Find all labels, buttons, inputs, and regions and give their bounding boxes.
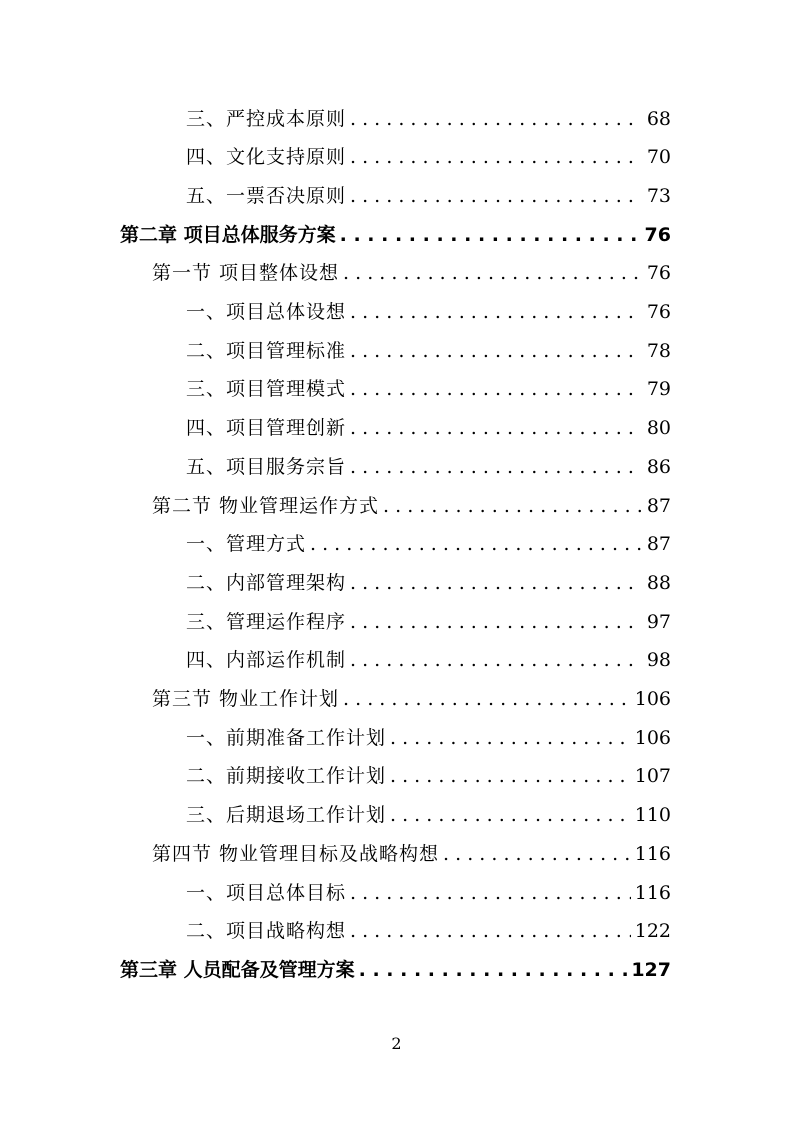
toc-entry-item[interactable] <box>186 371 671 409</box>
toc-entry-item[interactable] <box>186 448 671 486</box>
toc-entry-title: 三、后期退场工作计划 <box>186 804 387 827</box>
toc-entry-item[interactable] <box>186 526 671 564</box>
toc-entry-page-number: 116 <box>634 842 671 865</box>
page-number: 2 <box>391 1034 402 1053</box>
toc-entry-title: 二、项目战略构想 <box>186 920 347 943</box>
toc-entry-item[interactable] <box>186 100 671 138</box>
dot-leader <box>350 922 631 941</box>
toc-entry-page-number: 80 <box>646 417 671 440</box>
toc-entry-item[interactable] <box>186 874 671 912</box>
toc-entry-page-number: 76 <box>646 262 671 285</box>
toc-entry-page-number: 87 <box>646 494 671 517</box>
toc-entry-title: 二、内部管理架构 <box>186 571 347 594</box>
toc-entry-page-number: 68 <box>646 107 671 130</box>
toc-entry-title: 第三节 物业工作计划 <box>152 688 340 710</box>
toc-entry-title: 四、内部运作机制 <box>186 649 347 672</box>
dot-leader <box>350 419 641 438</box>
dot-leader <box>350 613 641 632</box>
toc-entry-page-number: 116 <box>634 881 671 904</box>
toc-entry-title: 第三章 人员配备及管理方案 <box>120 958 355 981</box>
toc-entry-page-number: 122 <box>634 920 671 943</box>
toc-entry-item[interactable] <box>186 642 671 680</box>
toc-entry-item[interactable] <box>186 797 671 835</box>
toc-entry-page-number: 79 <box>646 378 671 401</box>
dot-leader <box>350 303 641 322</box>
dot-leader <box>390 806 631 825</box>
toc-entry-page-number: 106 <box>634 688 671 710</box>
toc-entry-section[interactable] <box>152 255 671 293</box>
toc-entry-item[interactable] <box>186 332 671 370</box>
dot-leader <box>310 535 641 554</box>
toc-entry-title: 四、文化支持原则 <box>186 146 347 169</box>
toc-entry-title: 三、管理运作程序 <box>186 610 347 633</box>
dot-leader <box>350 884 631 903</box>
dot-leader <box>350 187 641 206</box>
toc-entry-title: 三、严控成本原则 <box>186 107 347 130</box>
toc-entry-page-number: 88 <box>646 571 671 594</box>
toc-entry-page-number: 76 <box>644 223 671 246</box>
toc-entry-item[interactable] <box>186 410 671 448</box>
toc-entry-item[interactable] <box>186 564 671 602</box>
dot-leader <box>340 226 641 245</box>
toc-entry-title: 第一节 项目整体设想 <box>152 262 340 285</box>
toc-entry-title: 第二章 项目总体服务方案 <box>120 223 336 246</box>
toc-entry-section[interactable] <box>152 681 671 719</box>
dot-leader <box>350 342 641 361</box>
toc-entry-title: 一、管理方式 <box>186 533 307 556</box>
toc-entry-title: 二、项目管理标准 <box>186 339 347 362</box>
toc-entry-section[interactable] <box>152 487 671 525</box>
toc-entry-item[interactable] <box>186 294 671 332</box>
toc-entry-page-number: 86 <box>646 455 671 478</box>
toc-entry-title: 三、项目管理模式 <box>186 378 347 401</box>
toc-entry-title: 一、项目总体设想 <box>186 301 347 323</box>
dot-leader <box>390 729 631 748</box>
toc-entry-page-number: 127 <box>631 958 671 981</box>
toc-entry-title: 第四节 物业管理目标及战略构想 <box>152 842 440 865</box>
toc-entry-page-number: 76 <box>646 301 671 323</box>
toc-entry-title: 五、项目服务宗旨 <box>186 455 347 478</box>
dot-leader <box>390 767 631 786</box>
dot-leader <box>350 148 641 167</box>
toc-entry-title: 四、项目管理创新 <box>186 417 347 440</box>
toc-entry-page-number: 98 <box>646 649 671 672</box>
dot-leader <box>350 651 641 670</box>
dot-leader <box>350 574 641 593</box>
toc-entry-item[interactable] <box>186 603 671 641</box>
toc-entry-item[interactable] <box>186 719 671 757</box>
toc-entry-item[interactable] <box>186 139 671 177</box>
toc-entry-item[interactable] <box>186 177 671 215</box>
toc-entry-item[interactable] <box>186 758 671 796</box>
toc-entry-page-number: 97 <box>646 610 671 633</box>
dot-leader <box>343 690 631 709</box>
dot-leader <box>343 264 641 283</box>
toc-entry-page-number: 107 <box>634 765 671 788</box>
toc-entry-page-number: 78 <box>646 339 671 362</box>
dot-leader <box>443 845 631 864</box>
dot-leader <box>359 961 628 980</box>
toc-entry-page-number: 87 <box>646 533 671 556</box>
toc-entry-title: 一、前期准备工作计划 <box>186 726 387 749</box>
toc-entry-section[interactable] <box>152 835 671 873</box>
toc-entry-chapter[interactable] <box>120 216 671 254</box>
dot-leader <box>350 458 641 477</box>
toc-entry-title: 一、项目总体目标 <box>186 881 347 904</box>
toc-entry-title: 第二节 物业管理运作方式 <box>152 494 380 517</box>
dot-leader <box>350 110 641 129</box>
toc-entry-page-number: 73 <box>646 184 671 207</box>
toc-entry-page-number: 106 <box>634 726 671 749</box>
toc-entry-title: 二、前期接收工作计划 <box>186 765 387 788</box>
toc-entry-chapter[interactable] <box>120 951 671 989</box>
toc-entry-page-number: 70 <box>646 146 671 169</box>
toc-entry-title: 五、一票否决原则 <box>186 184 347 207</box>
toc-entry-item[interactable] <box>186 913 671 951</box>
dot-leader <box>350 380 641 399</box>
toc-entry-page-number: 110 <box>634 804 671 827</box>
dot-leader <box>383 497 641 516</box>
